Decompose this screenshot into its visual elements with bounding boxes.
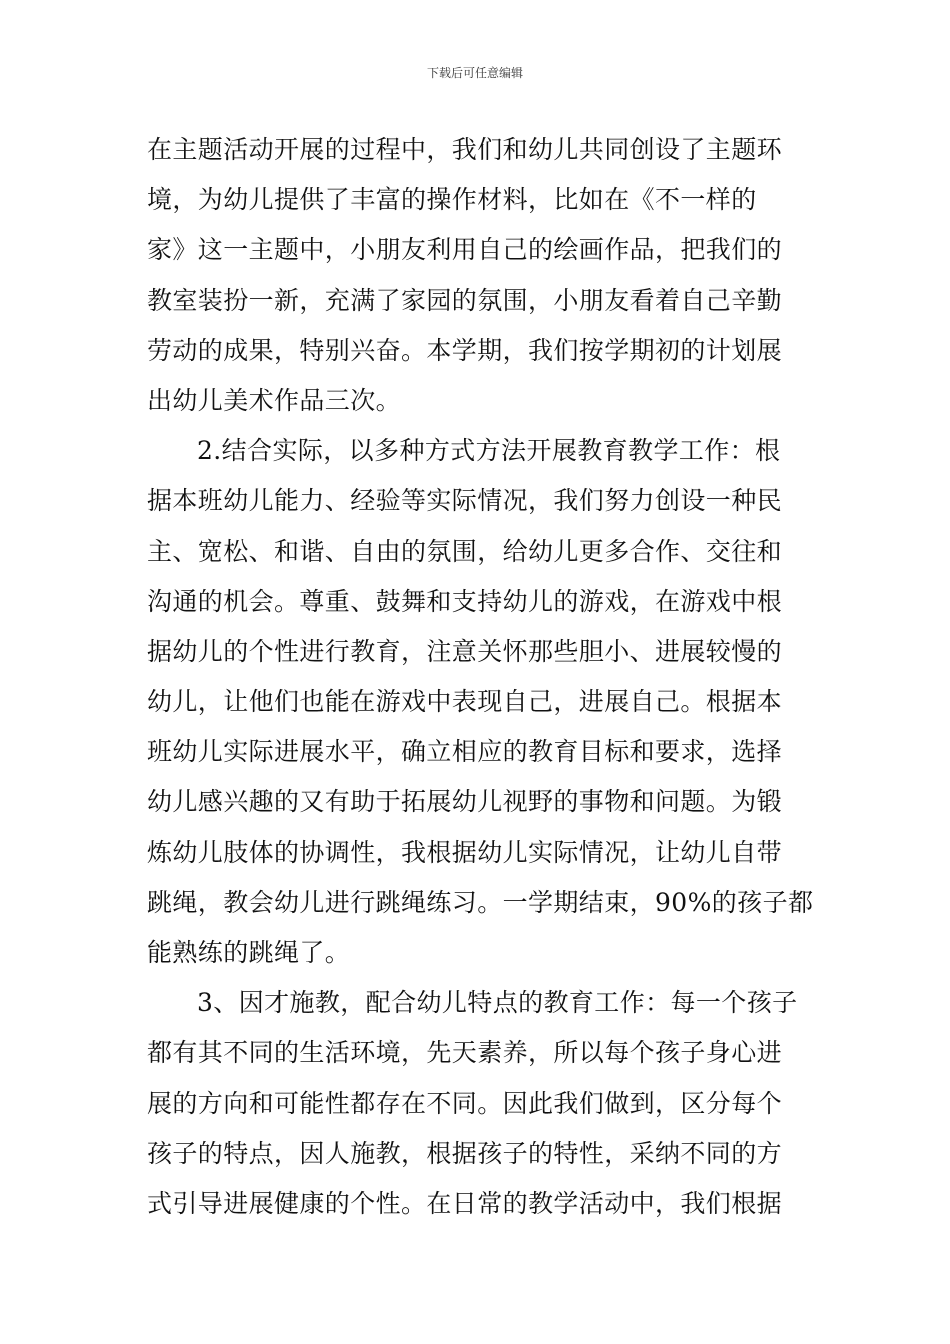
text-line: 劳动的成果，特别兴奋。本学期，我们按学期初的计划展 xyxy=(147,335,783,365)
text-line: 家》这一主题中，小朋友利用自己的绘画作品，把我们的 xyxy=(147,235,783,265)
page-header: 下载后可任意编辑 xyxy=(426,66,523,80)
text-line: 炼幼儿肢体的协调性，我根据幼儿实际情况，让幼儿自带 xyxy=(147,837,783,867)
text-line: 孩子的特点，因人施教，根据孩子的特性，采纳不同的方 xyxy=(147,1138,783,1168)
document-body xyxy=(147,125,814,1229)
text-line: 能熟练的跳绳了。 xyxy=(147,938,351,967)
text-line: 幼儿，让他们也能在游戏中表现自己，进展自己。根据本 xyxy=(147,687,783,717)
paragraph-2-start: 2.结合实际，以多种方式方法开展教育教学工作：根 xyxy=(197,436,781,466)
text-line: 班幼儿实际进展水平，确立相应的教育目标和要求，选择 xyxy=(147,737,783,767)
text-line: 跳绳，教会幼儿进行跳绳练习。一学期结束，90%的孩子都 xyxy=(147,887,814,917)
text-line: 境，为幼儿提供了丰富的操作材料，比如在《不一样的 xyxy=(147,185,757,215)
text-line: 幼儿感兴趣的又有助于拓展幼儿视野的事物和问题。为锻 xyxy=(147,787,783,817)
text-line: 在主题活动开展的过程中，我们和幼儿共同创设了主题环 xyxy=(147,135,783,164)
text-line: 展的方向和可能性都存在不同。因此我们做到，区分每个 xyxy=(147,1088,783,1118)
text-line: 式引导进展健康的个性。在日常的教学活动中，我们根据 xyxy=(147,1188,783,1218)
text-line: 都有其不同的生活环境，先天素养，所以每个孩子身心进 xyxy=(147,1038,783,1068)
text-line: 主、宽松、和谐、自由的氛围，给幼儿更多合作、交往和 xyxy=(147,536,783,566)
paragraph-3-start: 3、因才施教，配合幼儿特点的教育工作：每一个孩子 xyxy=(197,988,798,1018)
text-line: 沟通的机会。尊重、鼓舞和支持幼儿的游戏，在游戏中根 xyxy=(147,586,783,616)
text-line: 据本班幼儿能力、经验等实际情况，我们努力创设一种民 xyxy=(147,486,783,516)
text-line: 教室装扮一新，充满了家园的氛围，小朋友看着自己辛勤 xyxy=(147,285,783,315)
text-line: 据幼儿的个性进行教育，注意关怀那些胆小、进展较慢的 xyxy=(147,636,783,666)
text-line: 出幼儿美术作品三次。 xyxy=(147,385,402,415)
